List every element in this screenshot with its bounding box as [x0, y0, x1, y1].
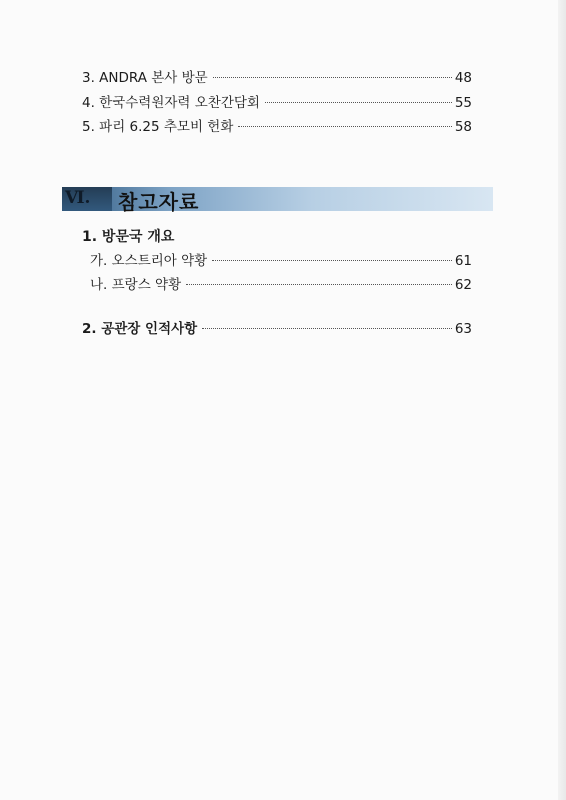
- toc-page-number: 48: [454, 70, 472, 86]
- toc-entry-label: 3. ANDRA 본사 방문: [82, 70, 208, 86]
- section-title: 참고자료: [118, 190, 200, 214]
- dot-leader: [186, 284, 452, 285]
- toc-page-number: 61: [454, 253, 472, 269]
- toc-entry-ambassador-profile[interactable]: [82, 320, 472, 338]
- toc-page-number: 62: [454, 277, 472, 293]
- toc-entry-label: 5. 파리 6.25 추모비 헌화: [82, 119, 234, 135]
- dot-leader: [212, 260, 452, 261]
- toc-entry-andra[interactable]: [82, 69, 472, 87]
- toc-entry-label: 가. 오스트리아 약황: [90, 253, 208, 269]
- dot-leader: [265, 102, 452, 103]
- toc-entry-label: 4. 한국수력원자력 오찬간담회: [82, 95, 260, 111]
- toc-page-number: 63: [454, 321, 472, 337]
- toc-entry-khnp[interactable]: [82, 94, 472, 112]
- dot-leader: [213, 77, 452, 78]
- toc-entry-label: 나. 프랑스 약황: [90, 277, 182, 293]
- toc-entry-austria[interactable]: [90, 252, 472, 270]
- subsection-heading[interactable]: 1. 방문국 개요: [82, 229, 175, 245]
- toc-entry-france[interactable]: [90, 276, 472, 294]
- dot-leader: [238, 126, 451, 127]
- section-numeral: Ⅵ.: [65, 188, 91, 208]
- section-header-references[interactable]: [62, 187, 493, 214]
- dot-leader: [202, 328, 452, 329]
- toc-entry-label: 2. 공관장 인적사항: [82, 321, 198, 337]
- toc-entry-paris-memorial[interactable]: [82, 118, 472, 136]
- toc-page-number: 58: [454, 119, 472, 135]
- page-edge: [558, 0, 566, 800]
- toc-page-number: 55: [454, 95, 472, 111]
